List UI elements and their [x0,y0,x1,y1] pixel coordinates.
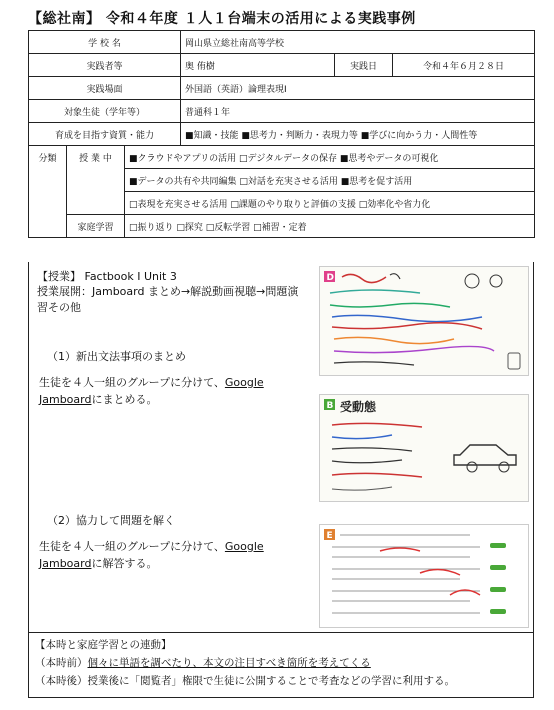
lesson-heading: 【授業】 Factbook Ⅰ Unit 3 [37,270,177,283]
date-value: 令和４年６月２８日 [393,54,535,77]
section-2-title: （2）協力して問題を解く [47,514,175,527]
lesson-section [28,262,534,633]
lesson-flow: 授業展開：Jamboard まとめ→解説動画視聴→問題演習その他 [37,285,299,314]
in-class-label: 授 業 中 [67,146,125,215]
category-label: 分類 [29,146,67,238]
scene-value: 外国語（英語）論理表現Ⅰ [181,77,535,100]
svg-text:D: D [326,273,334,283]
home-value: □振り返り □探究 □反転学習 □補習・定着 [125,215,535,238]
target-value: 普通科１年 [181,100,535,123]
info-table [28,30,535,238]
section-2-text: 生徒を４人一組のグループに分けて、Google Jamboardに解答する。 [39,540,264,570]
jamboard-image-1 [319,266,529,376]
car-icon [454,445,516,472]
footer-after: （本時後）授業後に「閲覧者」権限で生徒に公開することで考査などの学習に利用する。 [35,675,455,687]
svg-text:B: B [326,401,334,411]
skills-label: 育成を目指す資質・能力 [29,123,181,146]
section-1-text: 生徒を４人一組のグループに分けて、Google Jamboardにまとめる。 [39,376,264,406]
jamboard-notes-drawing [320,267,528,375]
school-value: 岡山県立総社南高等学校 [181,31,535,54]
teacher-value: 奥 侑樹 [181,54,335,77]
teacher-label: 実践者等 [29,54,181,77]
svg-text:E: E [326,531,333,541]
in-class-line-2: ■データの共有や共同編集 □対話を充実させる活用 ■思考を促す活用 [125,169,535,192]
scene-label: 実践場面 [29,77,181,100]
jamboard-link[interactable]: Google Jamboard [39,376,264,406]
footer-before: （本時前）個々に単語を調べたり、本文の注目すべき箇所を考えてくる [35,657,371,669]
skills-value: ■知識・技能 ■思考力・判断力・表現力等 ■学びに向かう力・人間性等 [181,123,535,146]
page-title: 【総社南】 令和４年度 １人１台端末の活用による実践事例 [28,11,416,27]
home-study-link-section [28,632,534,698]
in-class-line-1: ■クラウドやアプリの活用 □デジタルデータの保存 ■思考やデータの可視化 [125,146,535,169]
in-class-line-3: □表現を充実させる活用 □課題のやり取りと評価の支援 □効率化や省力化 [125,192,535,215]
section-1-title: （1）新出文法事項のまとめ [47,350,186,363]
home-label: 家庭学習 [67,215,125,238]
worksheet-image [319,524,529,628]
passive-voice-heading: 受動態 [340,400,377,414]
jamboard-image-2 [319,394,529,502]
passive-voice-notes-drawing [320,395,528,501]
school-label: 学 校 名 [29,31,181,54]
target-label: 対象生徒（学年等） [29,100,181,123]
worksheet-drawing [320,525,528,627]
date-label: 実践日 [335,54,393,77]
jamboard-link[interactable]: Google Jamboard [39,540,264,570]
footer-heading: 【本時と家庭学習との連動】 [35,639,172,651]
